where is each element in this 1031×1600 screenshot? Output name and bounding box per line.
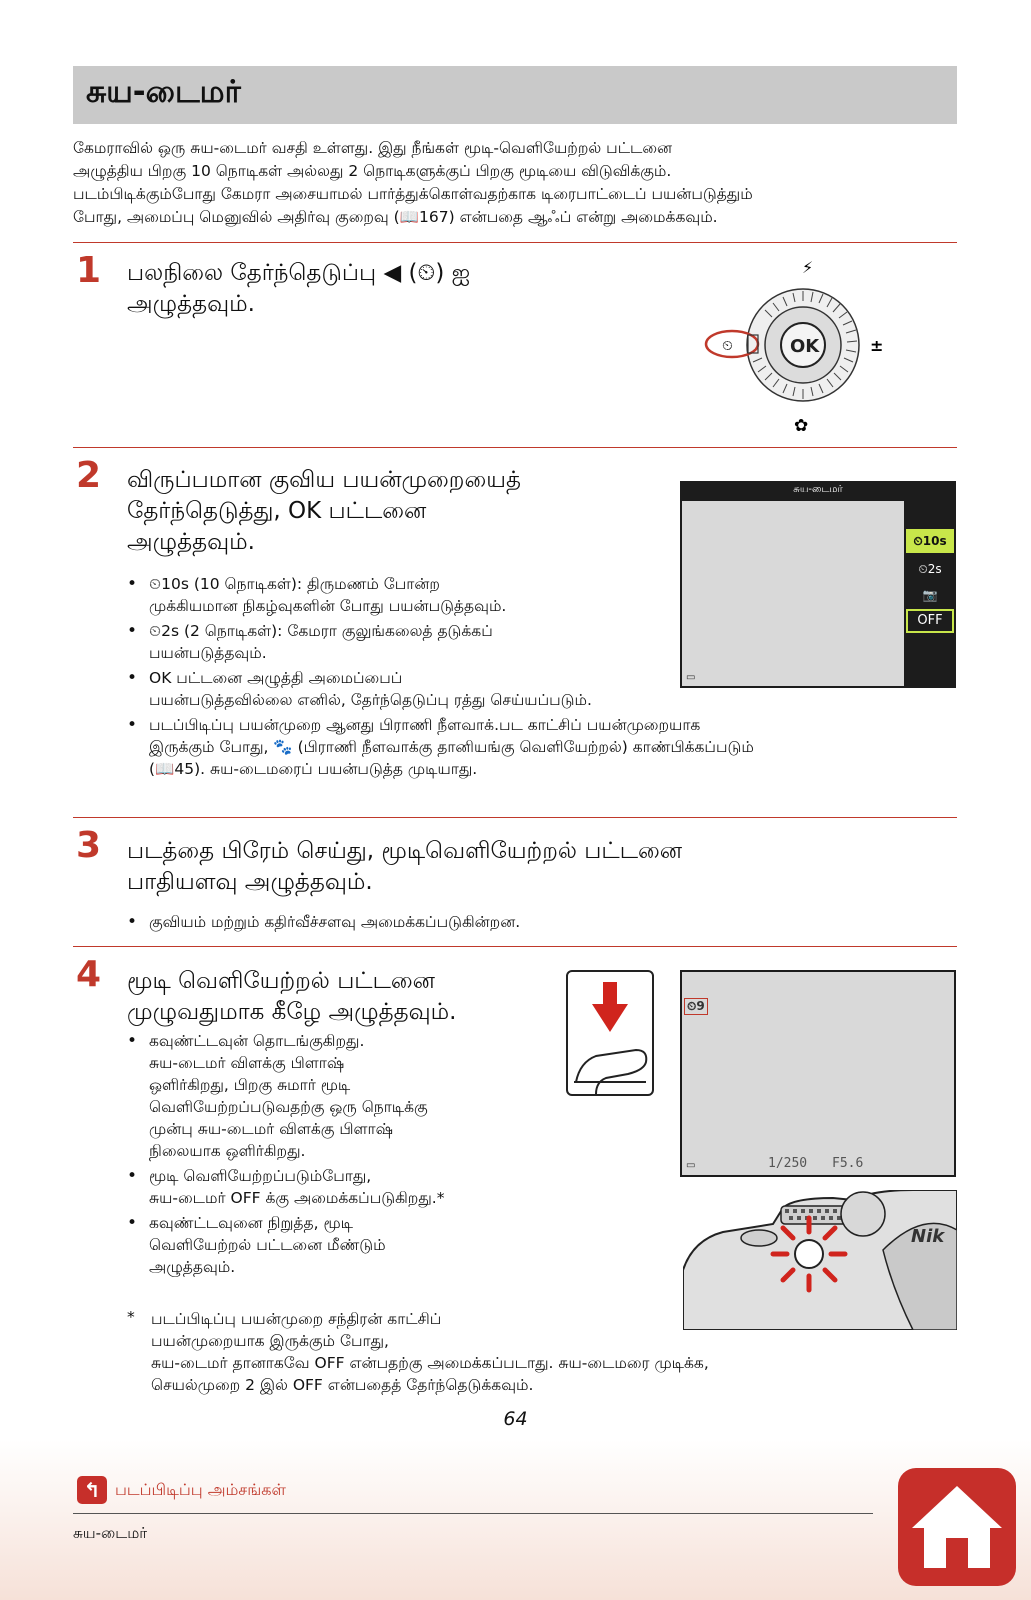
shutter-press-illustration xyxy=(566,970,654,1096)
self-timer-lamp xyxy=(795,1240,823,1268)
section-label: சுய-டைமர் xyxy=(73,1524,148,1542)
multi-selector-diagram xyxy=(690,255,930,435)
battery-icon: ▭ xyxy=(686,1160,696,1171)
bullet-line: • மூடி வெளியேற்றப்படும்போது, xyxy=(149,1167,372,1185)
bullet-line: • ⏲10s (10 நொடிகள்): திருமணம் போன்ற xyxy=(149,575,440,593)
intro-paragraph xyxy=(73,137,963,229)
step-4-bullets xyxy=(125,1030,545,1281)
macro-icon: ✿ xyxy=(794,416,809,435)
exposure-icon: ± xyxy=(870,336,884,355)
step-title-line: தேர்ந்தெடுத்து, OK பட்டனை xyxy=(127,498,427,524)
screen-preview xyxy=(682,501,904,686)
step-number: 1 xyxy=(76,250,102,291)
bullet-line: • குவியம் மற்றும் கதிர்வீச்சளவு அமைக்கப்படுகின்றன. xyxy=(149,913,521,931)
bullet-line: முன்பு சுய-டைமர் விளக்கு பிளாஷ் xyxy=(149,1120,393,1138)
step-title xyxy=(127,465,521,558)
menu-option-10s[interactable]: ⏲10s xyxy=(906,529,954,553)
bullet-line: வெளியேற்றல் பட்டனை மீண்டும் xyxy=(149,1236,386,1254)
bullet-line: • கவுண்ட்டவுன் தொடங்குகிறது. xyxy=(149,1032,365,1050)
step-number: 2 xyxy=(76,455,102,496)
intro-line: கேமராவில் ஒரு சுய-டைமர் வசதி உள்ளது. இது நீங்கள் மூடி-வெளியேற்றல் பட்டனை xyxy=(73,139,673,157)
bullet-line: இருக்கும் போது, 🐾 (பிராணி நீளவாக்கு தானியங்கு வெளியேற்றல்) காண்பிக்கப்படும் xyxy=(149,738,754,756)
bullet-line: முக்கியமான நிகழ்வுகளின் போது பயன்படுத்தவும். xyxy=(149,597,507,615)
step-title-line: அழுத்தவும். xyxy=(127,291,255,317)
bullet-line: சுய-டைமர் விளக்கு பிளாஷ் xyxy=(149,1054,345,1072)
intro-line: போது, அமைப்பு மெனுவில் அதிர்வு குறைவு (📖167) என்பதை ஆஃப் என்று அமைக்கவும். xyxy=(73,208,718,226)
footnote-line: செயல்முறை 2 இல் OFF என்பதைத் தேர்ந்தெடுக்கவும். xyxy=(151,1376,534,1394)
intro-line: அழுத்திய பிறகு 10 நொடிகள் அல்லது 2 நொடிகளுக்குப் பிறகு மூடியை விடுவிக்கும். xyxy=(73,162,672,180)
intro-line: படம்பிடிக்கும்போது கேமரா அசையாமல் பார்த்துக்கொள்வதற்காக டிரைபாட்டைப் பயன்படுத்தும் xyxy=(73,185,753,203)
step-title-line: மூடி வெளியேற்றல் பட்டனை xyxy=(127,968,435,994)
list-item xyxy=(125,714,955,780)
step-title-line: அழுத்தவும். xyxy=(127,529,255,555)
brand-logo: Nik xyxy=(911,1226,945,1247)
list-item xyxy=(125,1212,545,1278)
step-title xyxy=(127,966,456,1028)
divider xyxy=(73,817,957,818)
self-timer-icon: ⏲ xyxy=(722,338,733,354)
camera-illustration xyxy=(683,1190,957,1330)
footnote-line: பயன்முறையாக இருக்கும் போது, xyxy=(151,1332,389,1350)
divider xyxy=(73,242,957,243)
bullet-line: ஒளிர்கிறது, பிறகு சுமார் மூடி xyxy=(149,1076,351,1094)
list-item xyxy=(125,1030,545,1162)
bullet-line: • படப்பிடிப்பு பயன்முறை ஆனது பிராணி நீளவாக்.பட காட்சிப் பயன்முறையாக xyxy=(149,716,701,734)
footer-divider xyxy=(73,1513,873,1514)
step-title xyxy=(127,258,470,320)
back-link[interactable]: படப்பிடிப்பு அம்சங்கள் xyxy=(115,1480,286,1499)
bullet-line: நிலையாக ஒளிர்கிறது. xyxy=(149,1142,306,1160)
step-3-bullets xyxy=(125,911,520,936)
step-title-line: விருப்பமான குவிய பயன்முறையைத் xyxy=(127,467,521,493)
menu-option-off[interactable]: OFF xyxy=(906,609,954,633)
shutter-speed: 1/250 xyxy=(768,1156,808,1171)
screen-header: சுய-டைமர் xyxy=(793,484,843,495)
menu-option-pet-icon[interactable]: 📷 xyxy=(922,588,938,602)
step-title-line: படத்தை பிரேம் செய்து, மூடிவெளியேற்றல் பட்டனை xyxy=(127,838,683,864)
home-icon xyxy=(898,1468,1016,1586)
step-title-line: பாதியளவு அழுத்தவும். xyxy=(127,869,373,895)
footnote-line: படப்பிடிப்பு பயன்முறை சந்திரன் காட்சிப் xyxy=(151,1310,442,1328)
divider xyxy=(73,447,957,448)
list-item xyxy=(125,1165,545,1209)
home-button[interactable] xyxy=(898,1468,1016,1586)
list-item xyxy=(125,911,520,933)
bullet-line: சுய-டைமர் OFF க்கு அமைக்கப்படுகிறது.* xyxy=(149,1189,445,1207)
page-number: 64 xyxy=(503,1408,528,1430)
countdown-indicator: ⏲9 xyxy=(684,998,708,1015)
bullet-line: பயன்படுத்தவும். xyxy=(149,644,267,662)
ok-label: OK xyxy=(790,336,820,357)
bullet-line: • OK பட்டனை அழுத்தி அமைப்பைப் xyxy=(149,669,403,687)
bullet-line: • ⏲2s (2 நொடிகள்): கேமரா குலுங்கலைத் தடுக்கப் xyxy=(149,622,493,640)
camera-liveview-screen xyxy=(680,970,956,1177)
divider xyxy=(73,946,957,947)
footnote-mark: * xyxy=(127,1308,135,1326)
bullet-line: • கவுண்ட்டவுனை நிறுத்த, மூடி xyxy=(149,1214,353,1232)
battery-icon: ▭ xyxy=(686,672,696,683)
step-title-line: பலநிலை தேர்ந்தெடுப்பு ◀ (⏲) ஐ xyxy=(127,260,471,286)
aperture-value: F5.6 xyxy=(832,1156,864,1171)
step-title-line: முழுவதுமாக கீழே அழுத்தவும். xyxy=(127,999,457,1025)
step-number: 3 xyxy=(76,825,102,866)
flash-icon: ⚡ xyxy=(802,258,814,277)
bullet-line: (📖45). சுய-டைமரைப் பயன்படுத்த முடியாது. xyxy=(149,760,478,778)
bullet-line: பயன்படுத்தவில்லை எனில், தேர்ந்தெடுப்பு ரத்து செய்யப்படும். xyxy=(149,691,592,709)
camera-menu-screen xyxy=(680,481,956,688)
page-title: சுய-டைமர் xyxy=(86,74,241,110)
step-title xyxy=(127,836,682,898)
bullet-line: அழுத்தவும். xyxy=(149,1258,236,1276)
step-number: 4 xyxy=(76,954,102,995)
menu-option-2s[interactable]: ⏲2s xyxy=(918,562,942,576)
bullet-line: வெளியேற்றப்படுவதற்கு ஒரு நொடிக்கு xyxy=(149,1098,428,1116)
footnote xyxy=(151,1308,709,1396)
footnote-line: சுய-டைமர் தானாகவே OFF என்பதற்கு அமைக்கப்படாது. சுய-டைமரை முடிக்க, xyxy=(151,1354,709,1372)
back-arrow-icon[interactable]: ↰ xyxy=(77,1476,107,1504)
